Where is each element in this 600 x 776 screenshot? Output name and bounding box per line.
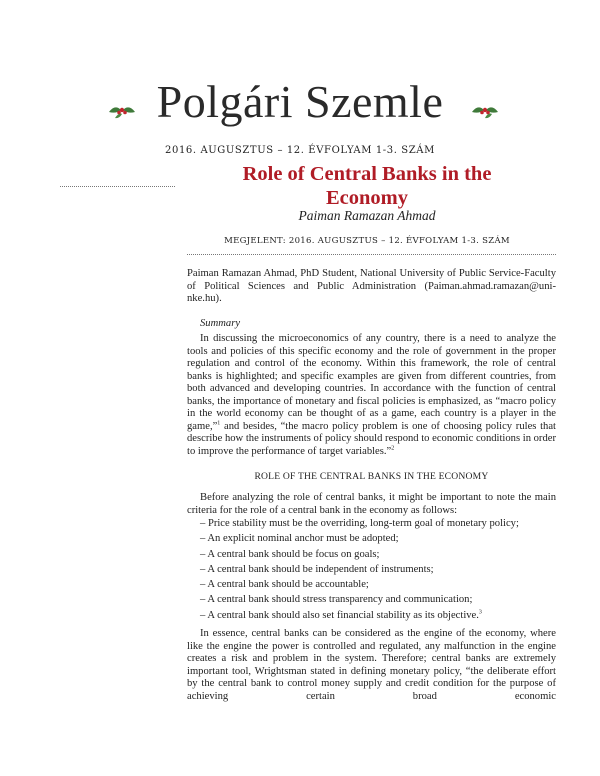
article-author: Paiman Ramazan Ahmad	[298, 208, 436, 223]
summary-heading: Summary	[200, 318, 241, 329]
dotted-separator-left	[60, 186, 175, 187]
list-item: – A central bank should be accountable;	[200, 579, 369, 591]
published-line: MEGJELENT: 2016. AUGUSZTUS – 12. ÉVFOLYAM 1-3. SZÁM	[224, 236, 510, 246]
summary-paragraph: In discussing the microeconomics of any country, there is a need to analyze the tools and policies of this specific economy and the role of government in the proper regulation and control of the economy. Within this framework, the role of central banks is highlighted; and specific examples are given from different countries, from both advanced and developing countries. In accordance with the function of central banks, the importance of monetary and fiscal policies is emphasized, as “macro policy in the world economy can be thought of as a game, each country is a player in the game,”$^1$ and besides, “the macro policy problem is one of choosing policy rules that describe how the instruments of policy should respond to economic conditions in order to improve the performance of target variables.”$^2$	[187, 333, 556, 457]
holly-ornament-right-icon	[470, 100, 500, 122]
dotted-separator-main	[187, 254, 556, 255]
article-title: Role of Central Banks in the Economy	[242, 163, 492, 209]
intro-paragraph: Before analyzing the role of central banks, it might be important to note the main criteria for the role of a central bank in the economy as follows:	[187, 492, 556, 516]
list-item: – An explicit nominal anchor must be adopted;	[200, 533, 399, 545]
journal-title: Polgári Szemle	[156, 76, 444, 127]
footnote-marker: 2	[391, 444, 395, 451]
closing-paragraph: In essence, central banks can be considered as the engine of the economy, where like the engine the power is controlled and regulated, any malfunction in the engine creates a risk and problem in the system. Therefore; central banks are extremely important tool, Wrightsman stated in defining monetary policy, “the deliberate effort by the central bank to control money supply and credit condition for the purpose of achieving certain broad economic	[187, 628, 556, 702]
footnote-marker: 3	[478, 609, 482, 616]
list-item: – A central bank should be focus on goals;	[200, 548, 380, 560]
list-item: – A central bank should also set financial stability as its objective.$^3$	[200, 609, 482, 621]
list-item: – A central bank should stress transparency and communication;	[200, 594, 473, 606]
footnote-marker: 1	[217, 419, 221, 426]
list-item: – Price stability must be the overriding, long-term goal of monetary policy;	[200, 518, 519, 529]
section-heading: ROLE OF THE CENTRAL BANKS IN THE ECONOMY	[254, 471, 489, 482]
masthead	[0, 72, 600, 132]
issue-line: 2016. AUGUSZTUS – 12. ÉVFOLYAM 1-3. SZÁM	[165, 145, 435, 156]
list-item: – A central bank should be independent of instruments;	[200, 563, 434, 575]
criteria-list	[200, 518, 556, 625]
author-affiliation: Paiman Ramazan Ahmad, PhD Student, National University of Public Service-Faculty of Political Sciences and Public Administration (Paiman.ahmad.ramazan@uni-nke.hu).	[187, 268, 556, 304]
